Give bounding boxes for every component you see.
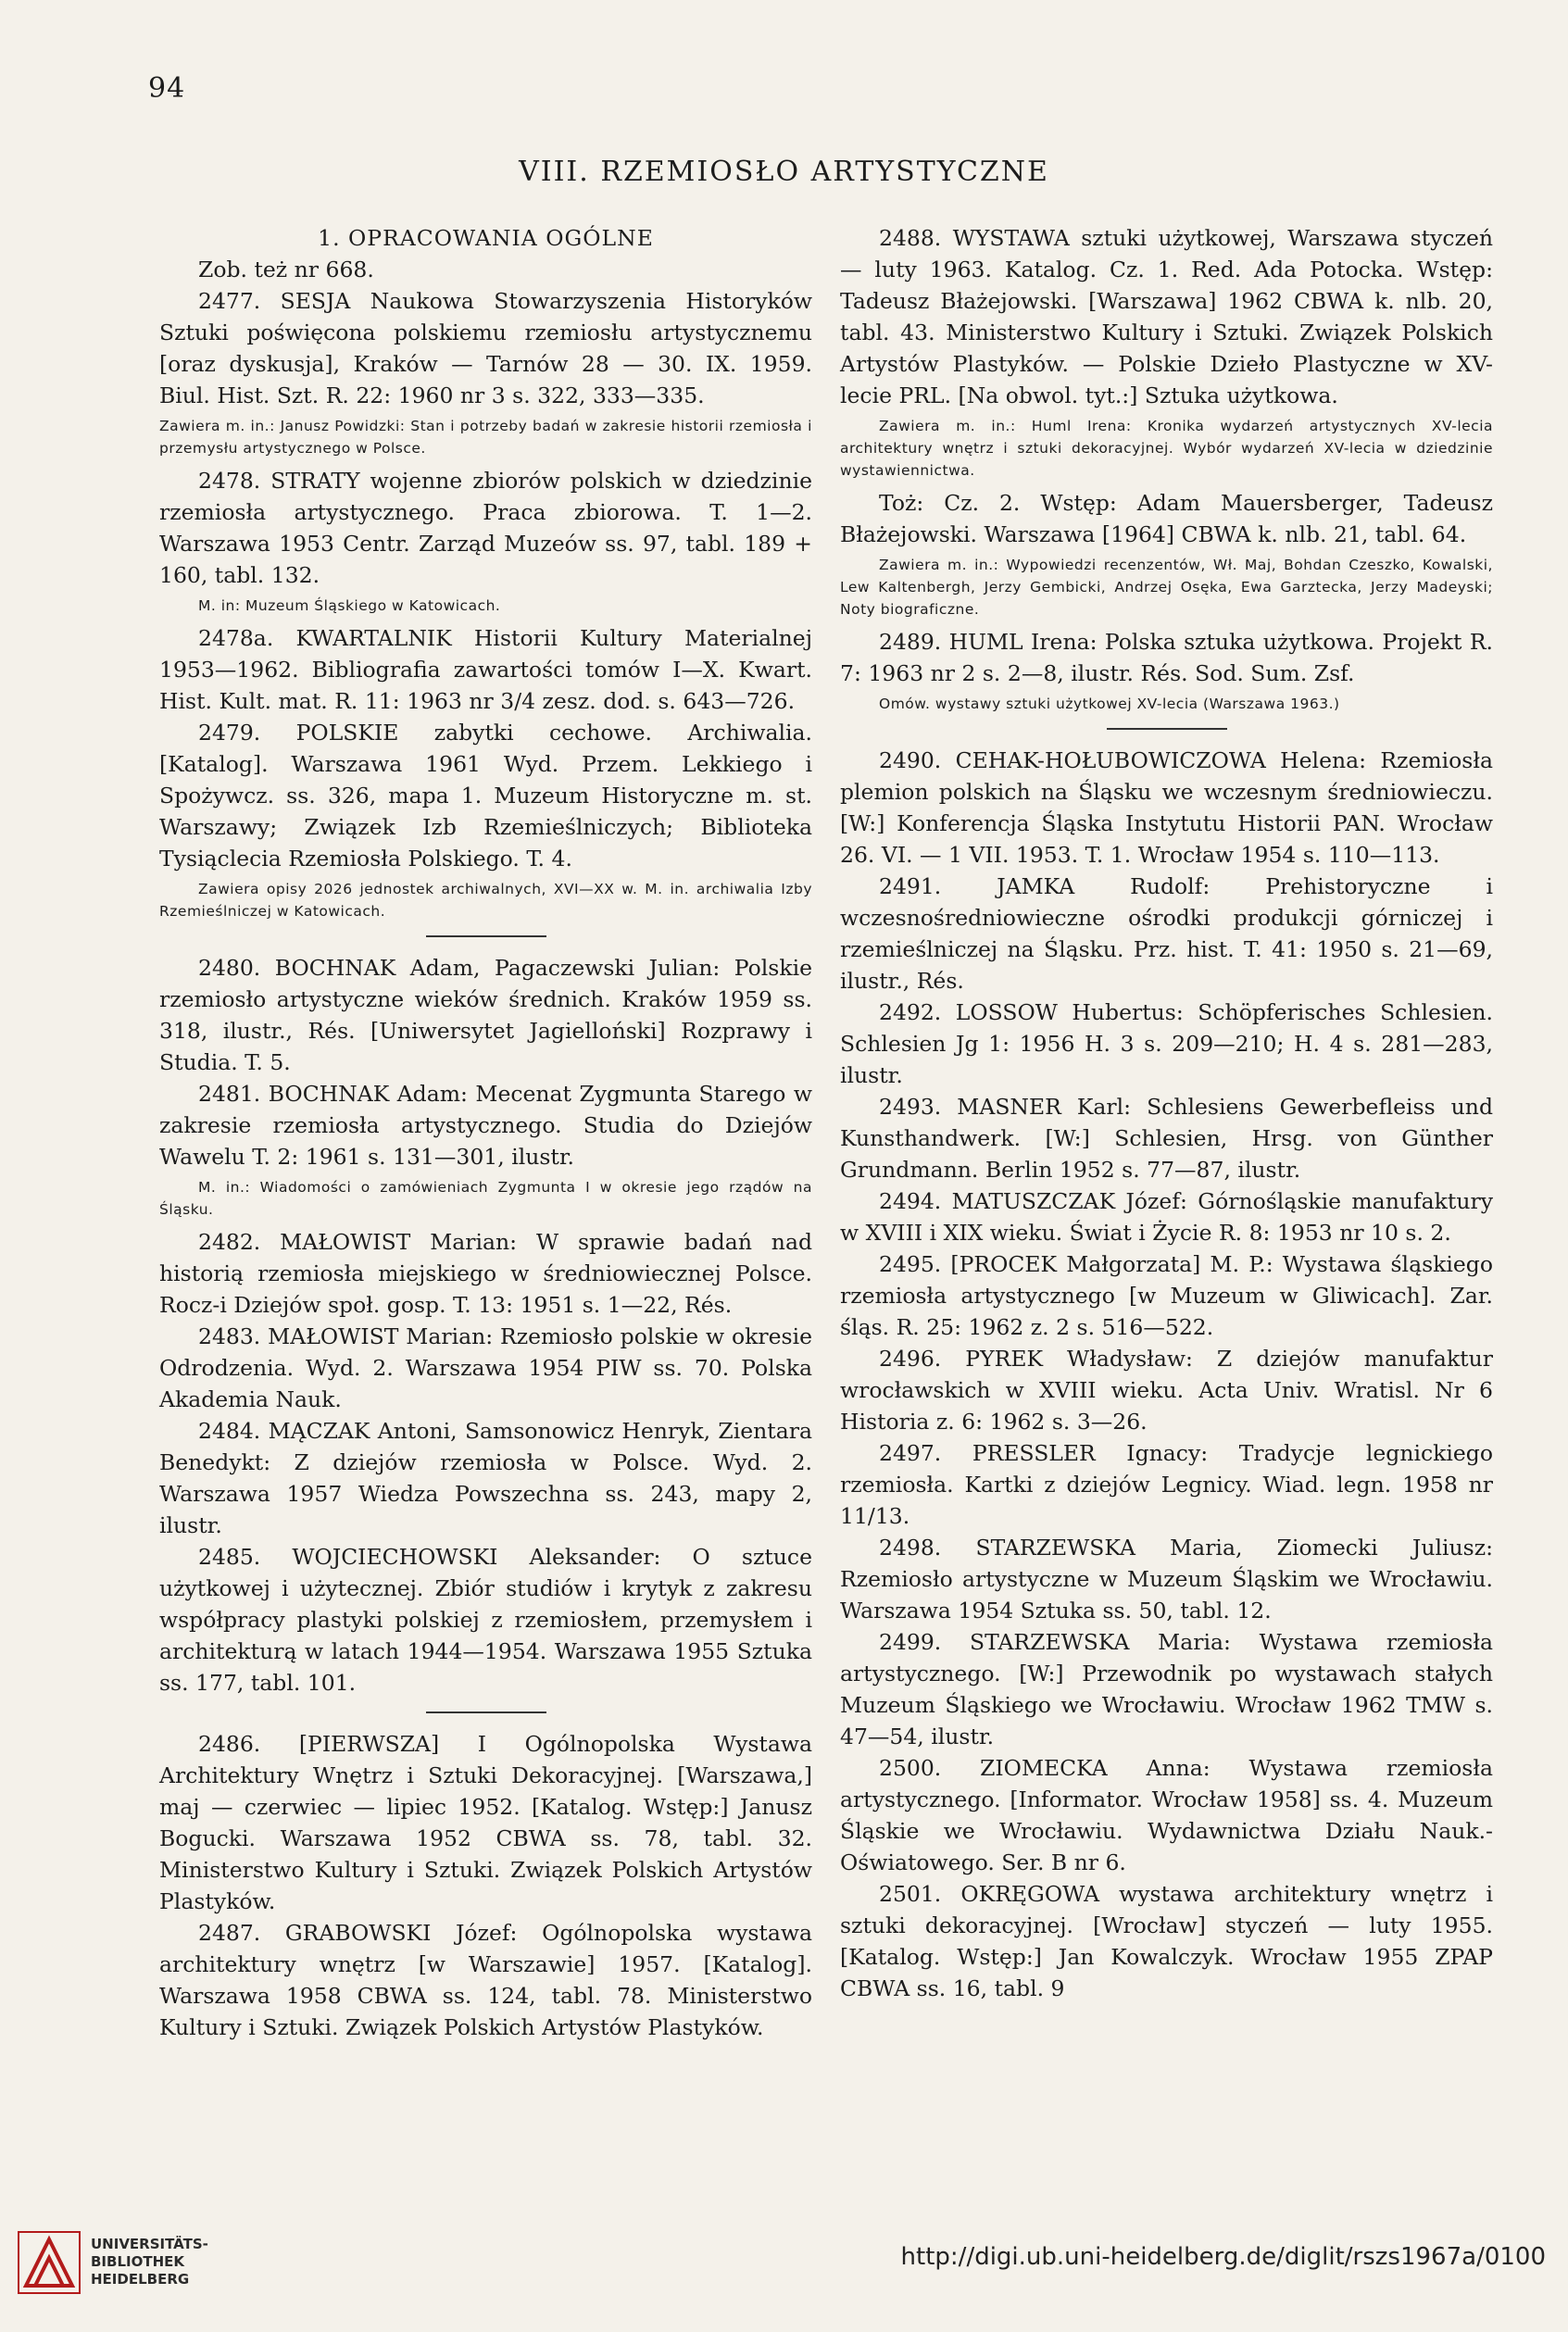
entry-2478a: 2478a. KWARTALNIK Historii Kultury Materialnej 1953—1962. Bibliografia zawartości tomów I—X. Kwart. Hist. Kult. mat. R. 11: 1963 nr 3/4 zesz. dod. s. 643—726. [159,625,812,714]
left-column [159,222,812,2043]
entry-2480: 2480. BOCHNAK Adam, Pagaczewski Julian: Polskie rzemiosło artystyczne wieków średnich. Kraków 1959 ss. 318, ilustr., Rés. [Uniwersytet Jagielloński] Rozprawy i Studia. T. 5. [159,955,812,1075]
note-2488-continuation: Zawiera m. in.: Wypowiedzi recenzentów, Wł. Maj, Bohdan Czeszko, Kowalski, Lew Kaltenbergh, Jerzy Gembicki, Andrzej Osęka, Ewa Garztecka, Jerzy Madeyski; Noty biograficzne. [840,557,1493,618]
library-name-line: HEIDELBERG [91,2271,190,2288]
entry-2498: 2498. STARZEWSKA Maria, Ziomecki Juliusz: Rzemiosło artystyczne w Muzeum Śląskim we Wrocławiu. Warszawa 1954 Sztuka ss. 50, tabl. 12. [840,1535,1493,1624]
entry-2492: 2492. LOSSOW Hubertus: Schöpferisches Schlesien. Schlesien Jg 1: 1956 H. 3 s. 209—210; H. 4 s. 281—283, ilustr. [840,999,1493,1088]
entry-2479: 2479. POLSKIE zabytki cechowe. Archiwalia. [Katalog]. Warszawa 1961 Wyd. Przem. Lekkiego i Spożywcz. ss. 326, mapa 1. Muzeum Historyczne m. st. Warszawy; Związek Izb Rzemieślniczych; Biblioteka Tysiąclecia Rzemiosła Polskiego. T. 4. [159,720,812,871]
section-divider [426,935,546,937]
note-2477: Zawiera m. in.: Janusz Powidzki: Stan i potrzeby badań w zakresie historii rzemiosła i przemysłu artystycznego w Polsce. [159,418,812,457]
entry-2477: 2477. SESJA Naukowa Stowarzyszenia Historyków Sztuki poświęcona polskiemu rzemiosłu artystycznemu [oraz dyskusja], Kraków — Tarnów 28 — 30. IX. 1959. Biul. Hist. Szt. R. 22: 1960 nr 3 s. 322, 333—335. [159,288,812,408]
entry-2481: 2481. BOCHNAK Adam: Mecenat Zygmunta Starego w zakresie rzemiosła artystycznego. Studia do Dziejów Wawelu T. 2: 1961 s. 131—301, ilustr. [159,1081,812,1170]
entry-2489: 2489. HUML Irena: Polska sztuka użytkowa. Projekt R. 7: 1963 nr 2 s. 2—8, ilustr. Rés. Sod. Sum. Zsf. [840,629,1493,686]
section-divider [1107,728,1227,730]
entry-2490: 2490. CEHAK-HOŁUBOWICZOWA Helena: Rzemiosła plemion polskich na Śląsku we wczesnym średniowieczu. [W:] Konferencja Śląska Instytutu Historii PAN. Wrocław 26. VI. — 1 VII. 1953. T. 1. Wrocław 1954 s. 110—113. [840,747,1493,868]
entry-2497: 2497. PRESSLER Ignacy: Tradycje legnickiego rzemiosła. Kartki z dziejów Legnicy. Wiad. legn. 1958 nr 11/13. [840,1440,1493,1529]
right-column [840,222,1493,2004]
entry-2485: 2485. WOJCIECHOWSKI Aleksander: O sztuce użytkowej i użytecznej. Zbiór studiów i krytyk z zakresu współpracy plastyki polskiej z rzemiosłem, przemysłem i architekturą w latach 1944—1954. Warszawa 1955 Sztuka ss. 177, tabl. 101. [159,1544,812,1696]
entry-2488-continuation: Toż: Cz. 2. Wstęp: Adam Mauersberger, Tadeusz Błażejowski. Warszawa [1964] CBWA k. nlb. 21, tabl. 64. [840,490,1493,547]
entry-2496: 2496. PYREK Władysław: Z dziejów manufaktur wrocławskich w XVIII wieku. Acta Univ. Wratisl. Nr 6 Historia z. 6: 1962 s. 3—26. [840,1346,1493,1435]
entry-2487: 2487. GRABOWSKI Józef: Ogólnopolska wystawa architektury wnętrz [w Warszawie] 1957. [Katalog]. Warszawa 1958 CBWA ss. 124, tabl. 78. Ministerstwo Kultury i Sztuki. Związek Polskich Artystów Plastyków. [159,1920,812,2040]
entry-2501: 2501. OKRĘGOWA wystawa architektury wnętrz i sztuki dekoracyjnej. [Wrocław] styczeń — luty 1955. [Katalog. Wstęp:] Jan Kowalczyk. Wrocław 1955 ZPAP CBWA ss. 16, tabl. 9 [840,1881,1493,2001]
library-name-line: UNIVERSITÄTS- [91,2236,208,2252]
page-footer [0,2223,1568,2332]
entry-2483: 2483. MAŁOWIST Marian: Rzemiosło polskie w okresie Odrodzenia. Wyd. 2. Warszawa 1954 PIW ss. 70. Polska Akademia Nauk. [159,1323,812,1412]
note-2481: M. in.: Wiadomości o zamówieniach Zygmunta I w okresie jego rządów na Śląsku. [159,1179,812,1218]
entry-2486: 2486. [PIERWSZA] I Ogólnopolska Wystawa Architektury Wnętrz i Sztuki Dekoracyjnej. [Warszawa,] maj — czerwiec — lipiec 1952. [Katalog. Wstęp:] Janusz Bogucki. Warszawa 1952 CBWA ss. 78, tabl. 32. Ministerstwo Kultury i Sztuki. Związek Polskich Artystów Plastyków. [159,1731,812,1914]
entry-2499: 2499. STARZEWSKA Maria: Wystawa rzemiosła artystycznego. [W:] Przewodnik po wystawach stałych Muzeum Śląskiego we Wrocławiu. Wrocław 1962 TMW s. 47—54, ilustr. [840,1629,1493,1749]
section-heading: 1. OPRACOWANIA OGÓLNE [318,225,654,251]
note-2489: Omów. wystawy sztuki użytkowej XV-lecia (Warszawa 1963.) [879,696,1340,712]
entry-2482: 2482. MAŁOWIST Marian: W sprawie badań nad historią rzemiosła miejskiego w średniowiecznej Polsce. Rocz-i Dziejów społ. gosp. T. 13: 1951 s. 1—22, Rés. [159,1229,812,1318]
section-divider [426,1711,546,1713]
entry-2494: 2494. MATUSZCZAK Józef: Górnośląskie manufaktury w XVIII i XIX wieku. Świat i Życie R. 8: 1953 nr 10 s. 2. [840,1188,1493,1246]
entry-2500: 2500. ZIOMECKA Anna: Wystawa rzemiosła artystycznego. [Informator. Wrocław 1958] ss. 4. Muzeum Śląskie we Wrocławiu. Wydawnictwa Działu Nauk.-Oświatowego. Ser. B nr 6. [840,1755,1493,1875]
entry-2478: 2478. STRATY wojenne zbiorów polskich w dziedzinie rzemiosła artystycznego. Praca zbiorowa. T. 1—2. Warszawa 1953 Centr. Zarząd Muzeów ss. 97, tabl. 189 + 160, tabl. 132. [159,468,812,588]
library-name [91,2236,208,2288]
see-also-reference: Zob. też nr 668. [198,257,374,282]
note-2478: M. in: Muzeum Śląskiego w Katowicach. [198,597,501,614]
entry-2488: 2488. WYSTAWA sztuki użytkowej, Warszawa styczeń — luty 1963. Katalog. Cz. 1. Red. Ada Potocka. Wstęp: Tadeusz Błażejowski. [Warszawa] 1962 CBWA k. nlb. 20, tabl. 43. Ministerstwo Kultury i Sztuki. Związek Polskich Artystów Plastyków. — Polskie Dzieło Plastyczne w XV-lecie PRL. [Na obwol. tyt.:] Sztuka użytkowa. [840,225,1493,408]
library-logo-icon [17,2230,82,2295]
entry-2491: 2491. JAMKA Rudolf: Prehistoryczne i wczesnośredniowieczne ośrodki produkcji górniczej i rzemieślniczej na Śląsku. Prz. hist. T. 41: 1950 s. 21—69, ilustr., Rés. [840,873,1493,994]
source-url-link[interactable]: http://digi.ub.uni-heidelberg.de/diglit/rszs1967a/0100 [900,2243,1546,2271]
page-number: 94 [148,72,186,105]
chapter-title: VIII. RZEMIOSŁO ARTYSTYCZNE [519,156,1049,188]
note-2479: Zawiera opisy 2026 jednostek archiwalnych, XVI—XX w. M. in. archiwalia Izby Rzemieślniczej w Katowicach. [159,881,812,920]
entry-2495: 2495. [PROCEK Małgorzata] M. P.: Wystawa śląskiego rzemiosła artystycznego [w Muzeum w Gliwicach]. Zar. śląs. R. 25: 1962 z. 2 s. 516—522. [840,1251,1493,1340]
note-2488: Zawiera m. in.: Huml Irena: Kronika wydarzeń artystycznych XV-lecia architektury wnętrz i sztuki dekoracyjnej. Wybór wydarzeń XV-lecia w dziedzinie wystawiennictwa. [840,418,1493,479]
entry-2484: 2484. MĄCZAK Antoni, Samsonowicz Henryk, Zientara Benedykt: Z dziejów rzemiosła w Polsce. Wyd. 2. Warszawa 1957 Wiedza Powszechna ss. 243, mapy 2, ilustr. [159,1418,812,1538]
library-name-line: BIBLIOTHEK [91,2253,184,2270]
entry-2493: 2493. MASNER Karl: Schlesiens Gewerbefleiss und Kunsthandwerk. [W:] Schlesien, Hrsg. von Günther Grundmann. Berlin 1952 s. 77—87, ilustr. [840,1094,1493,1183]
